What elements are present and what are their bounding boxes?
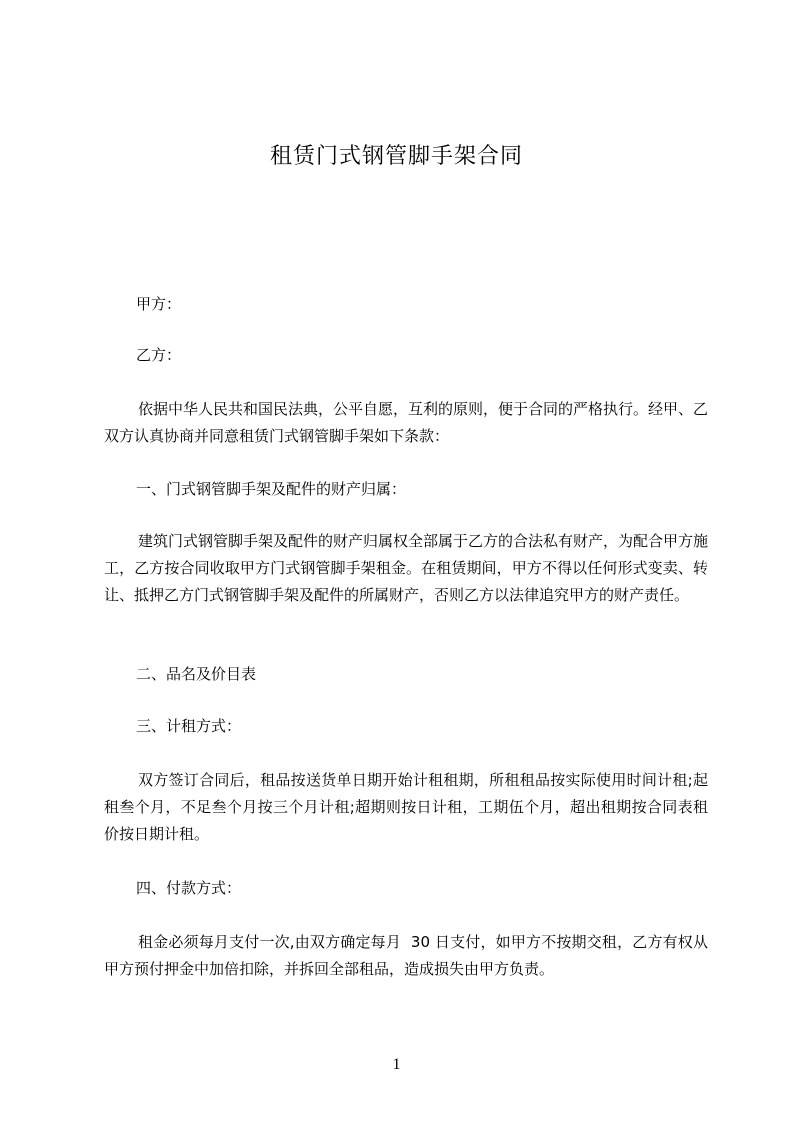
section-1-body: 建筑门式钢管脚手架及配件的财产归属权全部属于乙方的合法私有财产，为配合甲方施工，乙方按合同收取甲方门式钢管脚手架租金。在租赁期间，甲方不得以任何形式变卖、转让、抵押乙方门式钢管脚手架及配件的所属财产，否则乙方以法律追究甲方的财产责任。 — [104, 532, 709, 604]
section-3-body: 双方签订合同后，租品按送货单日期开始计租租期，所租租品按实际使用时间计租;起租叁个月，不足叁个月按三个月计租;超期则按日计租，工期伍个月，超出租期按合同表租价按日期计租。 — [104, 771, 708, 843]
party-a-label: 甲方： — [136, 295, 182, 313]
section-2-heading: 二、品名及价目表 — [136, 665, 257, 683]
page-number: 1 — [392, 1056, 401, 1073]
party-b-label: 乙方： — [136, 346, 182, 364]
section-4-heading: 四、付款方式： — [136, 879, 242, 897]
section-3-heading: 三、计租方式： — [136, 717, 242, 735]
section-4-body: 租金必须每月支付一次,由双方确定每月 30 日支付，如甲方不按期交租，乙方有权从甲方预付押金中加倍扣除，并拆回全部租品，造成损失由甲方负责。 — [104, 933, 708, 978]
document-title: 租赁门式钢管脚手架合同 — [269, 144, 523, 169]
intro-paragraph: 依据中华人民共和国民法典，公平自愿，互利的原则，便于合同的严格执行。经甲、乙双方认真协商并同意租赁门式钢管脚手架如下条款： — [104, 400, 709, 445]
section-1-heading: 一、门式钢管脚手架及配件的财产归属： — [136, 480, 407, 498]
